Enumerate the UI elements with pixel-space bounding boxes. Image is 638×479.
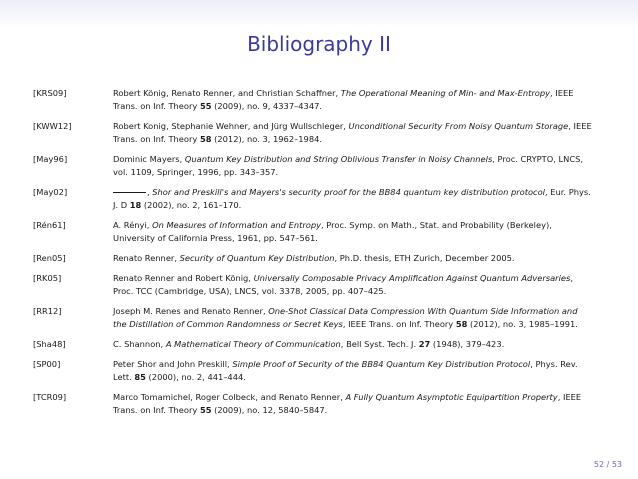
bib-text: Joseph M. Renes and Renato Renner,: [113, 306, 269, 316]
bib-title: The Operational Meaning of Min- and Max-Entropy: [340, 88, 551, 98]
same-author-dash: [113, 192, 146, 193]
bib-key: [KWW12]: [33, 121, 72, 131]
bib-text: , IEEE Trans. on Inf. Theory: [113, 88, 574, 111]
bib-text: , Bell Syst. Tech. J.: [340, 339, 419, 349]
bib-volume: 58: [455, 319, 468, 329]
bib-volume: 55: [199, 405, 212, 415]
bib-entry: [33, 391, 593, 417]
bib-text: , Phys. Rev. Lett.: [113, 359, 578, 382]
bib-text: , IEEE Trans. on Inf. Theory: [113, 121, 592, 144]
bib-entry: [33, 153, 593, 179]
bib-text: (1948), 379–423.: [430, 339, 505, 349]
bib-title: Unconditional Security From Noisy Quantum Storage: [348, 121, 569, 131]
bibliography-list: [33, 87, 593, 424]
bib-title: One-Shot Classical Data Compression With Quantum Side Information and the Distillation of Common Randomness or Secret Keys: [113, 306, 578, 329]
bib-text: , Eur. Phys. J. D: [113, 187, 591, 210]
bib-volume: 85: [134, 372, 146, 382]
page-number: 52 / 53: [593, 460, 622, 469]
bib-text: , IEEE Trans. on Inf. Theory: [113, 392, 582, 415]
bib-text: Renato Renner,: [113, 253, 180, 263]
bib-entry: [33, 305, 593, 331]
bib-text: Renato Renner and Robert König,: [113, 273, 254, 283]
bib-key: [RR12]: [33, 306, 62, 316]
bib-volume: 58: [199, 134, 212, 144]
bib-entry: [33, 252, 593, 265]
bib-text: , Proc. TCC (Cambridge, USA), LNCS, vol. 3378, 2005, pp. 407–425.: [113, 273, 573, 296]
bib-key: [Sha48]: [33, 339, 66, 349]
bib-key: [Ren05]: [33, 253, 66, 263]
bib-key: [KRS09]: [33, 88, 67, 98]
bib-title: On Measures of Information and Entropy: [152, 220, 322, 230]
bib-entry: [33, 120, 593, 146]
bib-volume: 27: [418, 339, 431, 349]
bib-title: Shor and Preskill's and Mayers's security proof for the BB84 quantum key distribution protocol: [152, 187, 545, 197]
bib-entry: [33, 338, 593, 351]
bib-title: A Fully Quantum Asymptotic Equipartition Property: [345, 392, 558, 402]
bib-title: Security of Quantum Key Distribution: [179, 253, 335, 263]
bib-entry: [33, 87, 593, 113]
bib-title: A Mathematical Theory of Communication: [165, 339, 341, 349]
bib-key: [Rén61]: [33, 220, 66, 230]
bib-text: Marco Tomamichel, Roger Colbeck, and Renato Renner,: [113, 392, 346, 402]
header-bar: [0, 0, 638, 28]
bib-text: , Proc. CRYPTO, LNCS, vol. 1109, Springer, 1996, pp. 343–357.: [113, 154, 584, 177]
bib-text: (2012), no. 3, 1985–1991.: [467, 319, 578, 329]
bib-key: [TCR09]: [33, 392, 67, 402]
bib-text: Peter Shor and John Preskill,: [113, 359, 233, 369]
bib-entry: [33, 186, 593, 212]
bib-text: (2012), no. 3, 1962–1984.: [211, 134, 323, 144]
bib-text: (2009), no. 9, 4337–4347.: [211, 101, 323, 111]
bib-volume: 18: [129, 200, 142, 210]
bib-text: , Proc. Symp. on Math., Stat. and Probability (Berkeley), University of California Press, 1961, pp. 547–561.: [113, 220, 552, 243]
slide-title: Bibliography II: [247, 32, 391, 56]
bib-text: ,: [147, 187, 153, 197]
bib-key: [RK05]: [33, 273, 62, 283]
bib-key: [May96]: [33, 154, 68, 164]
bib-text: (2002), no. 2, 161–170.: [141, 200, 242, 210]
bib-volume: 55: [199, 101, 212, 111]
bib-text: Robert König, Renato Renner, and Christian Schaffner,: [113, 88, 341, 98]
bib-entry: [33, 272, 593, 298]
bib-text: (2000), no. 2, 441–444.: [145, 372, 246, 382]
bib-entry: [33, 358, 593, 384]
bib-text: C. Shannon,: [113, 339, 166, 349]
bib-text: , IEEE Trans. on Inf. Theory: [342, 319, 456, 329]
bib-key: [SP00]: [33, 359, 61, 369]
bib-title: Quantum Key Distribution and String Oblivious Transfer in Noisy Channels: [184, 154, 493, 164]
bib-text: Dominic Mayers,: [113, 154, 185, 164]
bib-title: Universally Composable Privacy Amplification Against Quantum Adversaries: [253, 273, 571, 283]
bib-title: Simple Proof of Security of the BB84 Quantum Key Distribution Protocol: [232, 359, 531, 369]
bib-text: A. Rényi,: [113, 220, 153, 230]
bib-text: Robert Konig, Stephanie Wehner, and Jürg Wullschleger,: [113, 121, 349, 131]
bib-key: [May02]: [33, 187, 68, 197]
bib-text: , Ph.D. thesis, ETH Zurich, December 2005.: [334, 253, 515, 263]
bib-text: (2009), no. 12, 5840–5847.: [211, 405, 328, 415]
bib-entry: [33, 219, 593, 245]
